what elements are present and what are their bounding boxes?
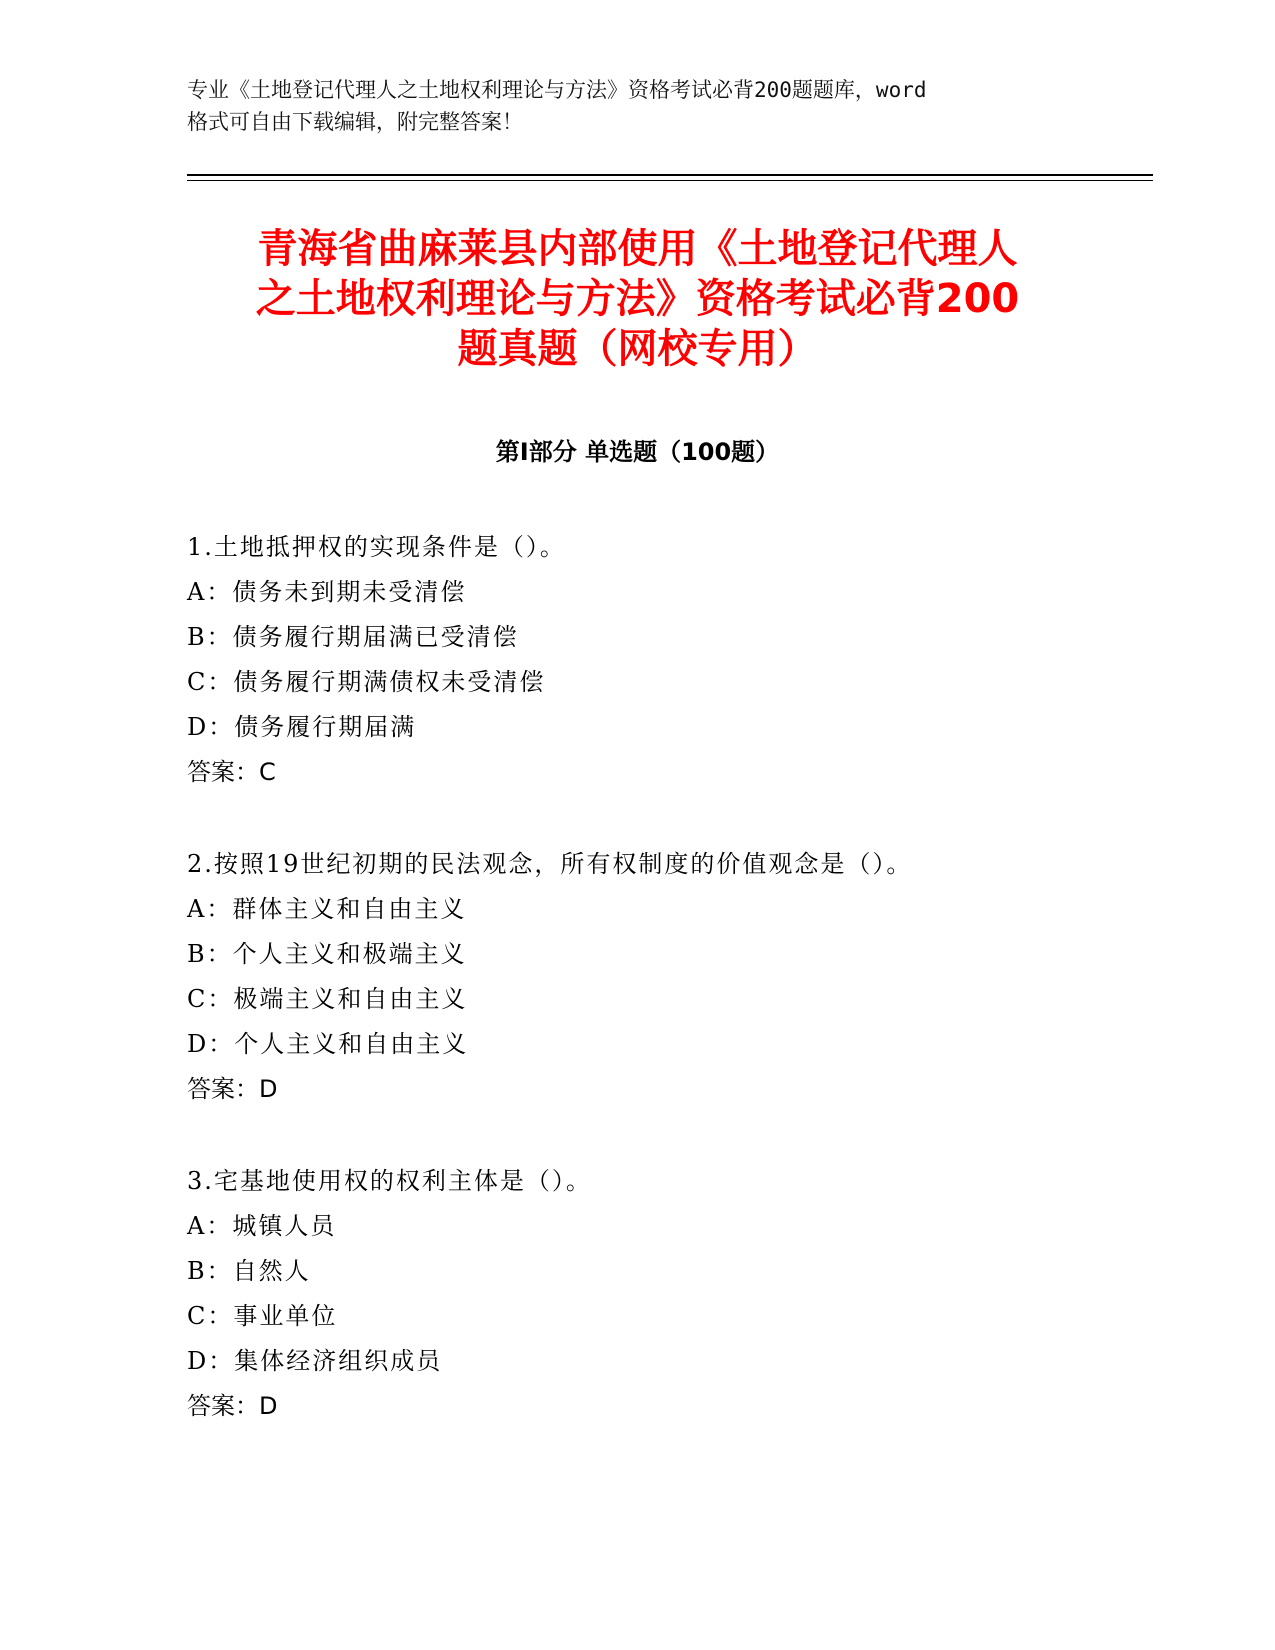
question-stem: 1.土地抵押权的实现条件是（）。 [187, 533, 566, 561]
document-title [150, 224, 1125, 374]
option-a: A：城镇人员 [187, 1212, 337, 1240]
answer-text: 答案：C [187, 758, 276, 786]
header-note-line-2: 格式可自由下载编辑，附完整答案！ [187, 110, 523, 134]
option-c: C：事业单位 [187, 1302, 338, 1330]
header-note-line-1: 专业《土地登记代理人之土地权利理论与方法》资格考试必背200题题库，word [187, 78, 927, 102]
question-2 [187, 842, 1107, 1112]
question-stem: 2.按照19世纪初期的民法观念，所有权制度的价值观念是（）。 [187, 850, 913, 878]
document-title-line-3: 题真题（网校专用） [457, 326, 818, 372]
question-stem: 3.宅基地使用权的权利主体是（）。 [187, 1167, 592, 1195]
header-rule-thick [187, 174, 1153, 176]
document-title-line-1: 青海省曲麻莱县内部使用《土地登记代理人 [257, 226, 1018, 272]
option-d: D：个人主义和自由主义 [187, 1030, 469, 1058]
option-b: B：自然人 [187, 1257, 311, 1285]
option-a: A：债务未到期未受清偿 [187, 578, 467, 606]
option-d: D：债务履行期届满 [187, 713, 417, 741]
header-note [187, 74, 1087, 138]
question-3 [187, 1159, 1107, 1429]
document-title-line-2: 之土地权利理论与方法》资格考试必背200 [255, 276, 1020, 322]
answer-text: 答案：D [187, 1392, 278, 1420]
option-b: B：债务履行期届满已受清偿 [187, 623, 519, 651]
option-b: B：个人主义和极端主义 [187, 940, 467, 968]
option-d: D：集体经济组织成员 [187, 1347, 443, 1375]
section-heading: 第Ⅰ部分 单选题（100题） [495, 438, 780, 466]
question-list [187, 525, 1107, 1476]
question-1 [187, 525, 1107, 795]
answer-text: 答案：D [187, 1075, 278, 1103]
option-a: A：群体主义和自由主义 [187, 895, 467, 923]
option-c: C：极端主义和自由主义 [187, 985, 468, 1013]
option-c: C：债务履行期满债权未受清偿 [187, 668, 546, 696]
header-rule-thin [187, 180, 1153, 181]
